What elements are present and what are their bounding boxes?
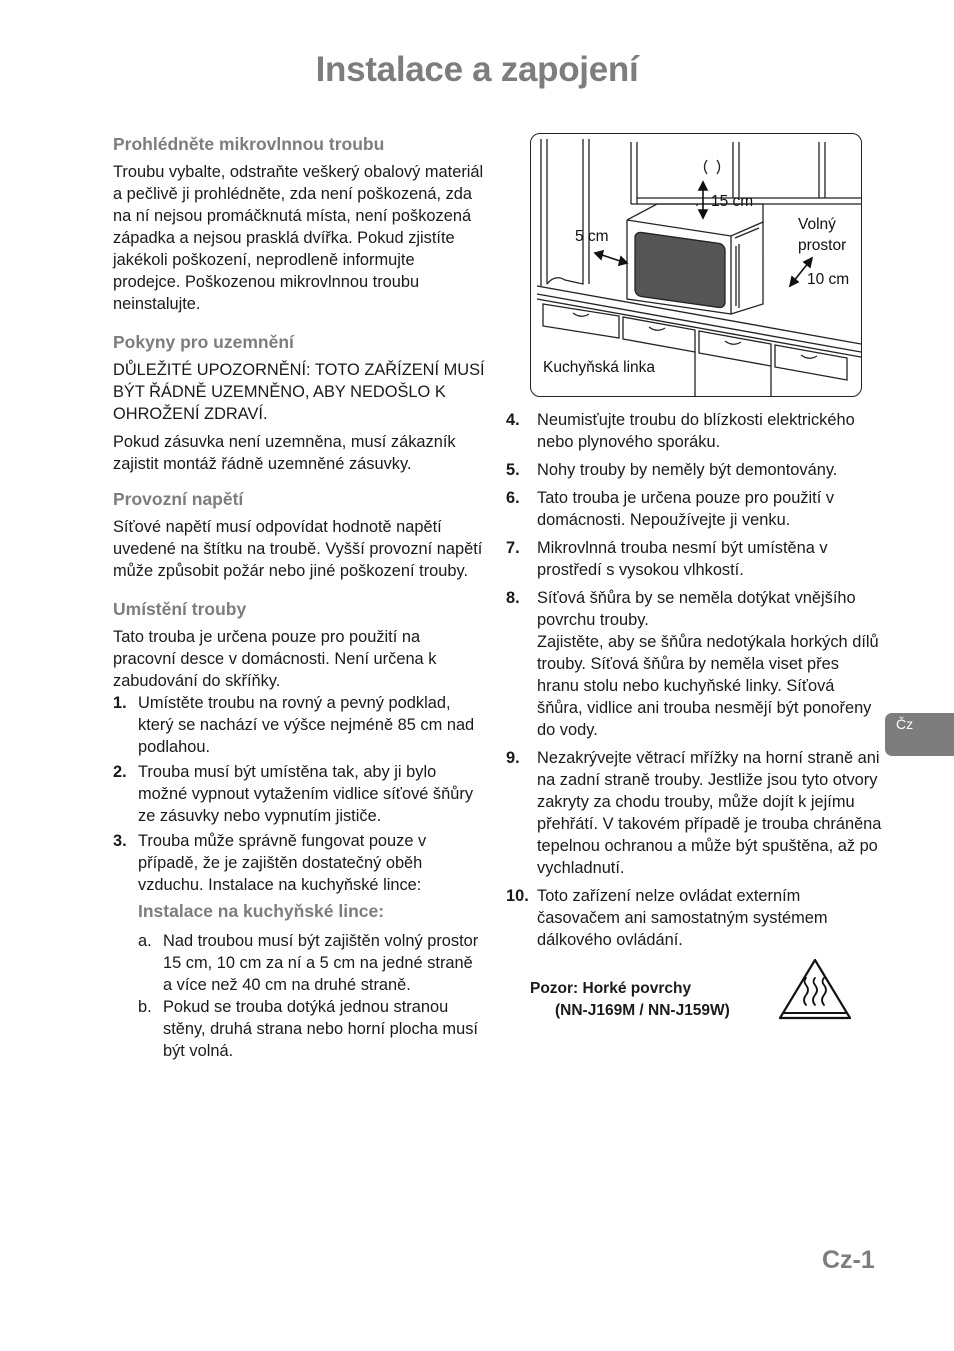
list-text: Umístěte troubu na rovný a pevný podklad, který se nachází ve výšce nejméně 85 cm nad podlahou. [138,694,475,756]
list-number: 8. [506,589,520,607]
sub-section [138,899,485,1062]
list-item [113,761,485,827]
list-text: Trouba může správně fungovat pouze v případě, že je zajištěn dostatečný oběh vzduchu. Instalace na kuchyňské lince: [138,832,427,894]
list-text: Trouba musí být umístěna tak, aby ji bylo možné vypnout vytažením vidlice síťové šňůry ze zásuvky nebo vypnutím jističe. [138,763,474,825]
section-heading: Umístění trouby [113,599,247,619]
list-item [113,692,485,758]
list-item [506,487,884,531]
list-number: 4. [506,411,520,429]
list-letter: a. [138,932,152,950]
section-heading: Prohlédněte mikrovlnnou troubu [113,134,385,154]
list-text-extra: Zajistěte, aby se šňůra nedotýkala horkých dílů trouby. Síťová šňůra by neměla viset přes hranu stolu nebo kuchyňské linky. Síťová šňůra, vidlice ani trouba nesmějí být ponořeny do vody. [537,633,879,739]
paragraph: Síťové napětí musí odpovídat hodnotě napětí uvedené na štítku na troubě. Vyšší provozní napětí může způsobit požár nebo jiné poškození trouby. [113,518,483,580]
list-text: Nohy trouby by neměly být demontovány. [537,461,838,479]
list-item [506,537,884,581]
list-text: Pokud se trouba dotýká jednou stranou stěny, druhá strana nebo horní plocha musí být volná. [163,998,478,1060]
list-body [537,587,884,741]
paragraph: DŮLEŽITÉ UPOZORNĚNÍ: TOTO ZAŘÍZENÍ MUSÍ BÝT ŘÁDNĚ UZEMNĚNO, ABY NEDOŠLO K OHROŽENÍ ZDRAVÍ. [113,361,485,423]
label-back-gap: 10 cm [807,271,850,288]
section-heading: Pokyny pro uzemnění [113,332,294,352]
label-side-gap: 5 cm [575,228,609,245]
list-item [138,930,485,996]
kitchen-drawing [531,134,861,396]
list-text: Mikrovlnná trouba nesmí být umístěna v prostředí s vysokou vlhkostí. [537,539,828,579]
section-heading: Provozní napětí [113,489,244,509]
list-text: Tato trouba je určena pouze pro použití v domácnosti. Nepoužívejte ji venku. [537,489,835,529]
list-item [506,409,884,453]
section-inspect [113,132,485,315]
warning-line-2: (NN-J169M / NN-J159W) [555,1002,730,1019]
label-counter: Kuchyňská linka [543,358,658,378]
section-grounding [113,330,485,475]
list-item [113,830,485,896]
list-number: 7. [506,539,520,557]
list-text: Nezakrývejte větrací mřížky na horní straně ani na zadní straně trouby. Jestliže jsou tyto otvory zakryty za chodu trouby, může dojít k jejímu přehřátí. V takovém případě je trouba chráněna tepelnou ochranou a může být spuštěna, až po vychladnutí. [537,749,882,877]
left-column [113,132,485,1074]
paragraph: Troubu vybalte, odstraňte veškerý obalový materiál a pečlivě ji prohlédněte, zda není poškozená, zda na ní nejsou promáčknutá místa, není poškozená západka a nejsou prasklá dvířka. Pokud zjistíte jakékoli poškození, neprodleně informujte prodejce. Poškozenou mikrovlnnou troubu neinstalujte. [113,163,484,313]
list-letter: b. [138,998,152,1016]
installation-illustration [530,133,862,397]
warning-line-1: Pozor: Horké povrchy [530,980,692,997]
paragraph: Pokud zásuvka není uzemněna, musí zákazník zajistit montáž řádně uzemněné zásuvky. [113,433,456,473]
list-item [506,459,884,481]
list-number: 3. [113,832,127,850]
list-text: Nad troubou musí být zajištěn volný prostor 15 cm, 10 cm za ní a 5 cm na jedné straně a více než 40 cm na druhé straně. [163,932,479,994]
list-number: 1. [113,694,127,712]
list-item [506,885,884,951]
section-voltage [113,487,485,582]
label-top-gap: 15 cm [711,193,754,210]
language-tab [885,713,954,756]
label-free-2: prostor [798,237,847,254]
list-number: 2. [113,763,127,781]
page-number: Cz-1 [822,1246,875,1274]
language-tab-label: Čz [896,716,914,732]
list-item [506,747,884,879]
right-column [506,409,884,957]
list-number: 9. [506,749,520,767]
section-placement [113,597,485,1062]
label-free-1: Volný [798,216,836,233]
list-number: 5. [506,461,520,479]
list-text: Toto zařízení nelze ovládat externím časovačem ani samostatným systémem dálkového ovládání. [537,887,828,949]
page-title: Instalace a zapojení [315,50,639,89]
hot-surface-warning [530,978,730,1022]
list-item [506,587,884,741]
sub-heading: Instalace na kuchyňské lince: [138,901,385,921]
list-number: 10. [506,887,529,905]
list-text: Neumisťujte troubu do blízkosti elektrického nebo plynového sporáku. [537,411,855,451]
list-item [138,996,485,1062]
list-text: Síťová šňůra by se neměla dotýkat vnějšího povrchu trouby. [537,589,856,629]
paragraph: Tato trouba je určena pouze pro použití na pracovní desce v domácnosti. Není určena k zabudování do skříňky. [113,628,437,690]
list-number: 6. [506,489,520,507]
hot-surface-icon [777,957,853,1021]
